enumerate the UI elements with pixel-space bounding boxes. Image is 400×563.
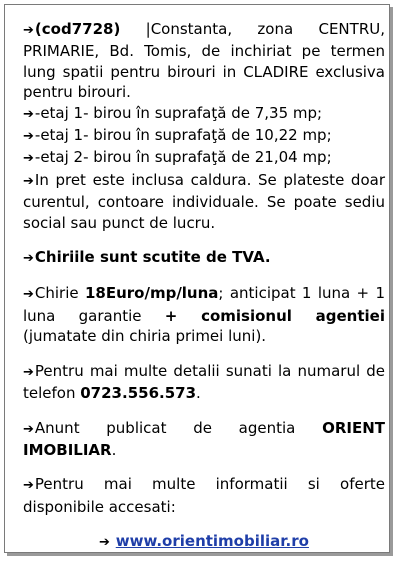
heating-note: [23, 170, 385, 233]
arrow-right-icon: ➔: [99, 535, 110, 551]
listing-frame: [4, 4, 390, 553]
office-item-text: -etaj 1- birou în suprafaţă de 10,22 mp;: [34, 126, 332, 145]
contact-suffix: .: [196, 384, 201, 403]
rent-middle: ; anticipat 1 luna + 1 luna garantie: [23, 284, 385, 325]
agency-prefix: Anunt publicat de agentia: [34, 418, 323, 437]
office-item: [23, 147, 385, 169]
heating-note-text: In pret este inclusa caldura. Se plateste doar curentul, contoare individuale. Se poate sediu social sau punct de lucru.: [23, 170, 385, 232]
website-link[interactable]: www.orientimobiliar.ro: [115, 532, 309, 551]
website-line: [23, 531, 385, 553]
more-info-paragraph: [23, 474, 385, 517]
agency-suffix: .: [111, 440, 117, 459]
listing-code: (cod7728): [34, 20, 121, 38]
arrow-right-icon: ➔: [23, 173, 34, 189]
arrow-right-icon: ➔: [23, 478, 34, 494]
rent-commission: + comisionul agentiei: [164, 306, 385, 325]
rent-prefix: Chirie: [34, 284, 85, 303]
arrow-right-icon: ➔: [23, 151, 34, 167]
rent-suffix: (jumatate din chiria primei luni).: [23, 327, 267, 346]
office-item: [23, 125, 385, 147]
arrow-right-icon: ➔: [23, 364, 34, 380]
intro-text: |Constanta, zona CENTRU, PRIMARIE, Bd. Tomis, de inchiriat pe termen lung spatii pentru birouri in CLADIRE exclusiva pentru birouri.: [23, 20, 385, 102]
office-item: [23, 103, 385, 125]
contact-prefix: Pentru mai multe detalii sunati la numarul de telefon: [23, 361, 385, 403]
office-item-text: -etaj 2- birou în suprafaţă de 21,04 mp;: [34, 148, 332, 167]
contact-paragraph: [23, 361, 385, 404]
arrow-right-icon: ➔: [23, 287, 34, 303]
office-item-text: -etaj 1- birou în suprafaţă de 7,35 mp;: [34, 103, 323, 122]
arrow-right-icon: ➔: [23, 421, 34, 437]
more-info-text: Pentru mai multe informatii si oferte disponibile accesati:: [23, 475, 385, 516]
arrow-right-icon: ➔: [23, 129, 34, 145]
contact-phone: 0723.556.573: [80, 384, 197, 403]
agency-paragraph: [23, 418, 385, 461]
arrow-right-icon: ➔: [23, 106, 34, 122]
listing-content: [23, 19, 385, 554]
rent-paragraph: [23, 283, 385, 346]
intro-paragraph: [23, 19, 385, 103]
rent-price: 18Euro/mp/luna: [84, 284, 219, 303]
agency-name: ORIENT IMOBILIAR: [23, 418, 385, 459]
arrow-right-icon: ➔: [23, 23, 34, 38]
vat-note: [23, 247, 385, 269]
vat-note-text: Chiriile sunt scutite de TVA.: [34, 248, 271, 267]
arrow-right-icon: ➔: [23, 251, 34, 267]
